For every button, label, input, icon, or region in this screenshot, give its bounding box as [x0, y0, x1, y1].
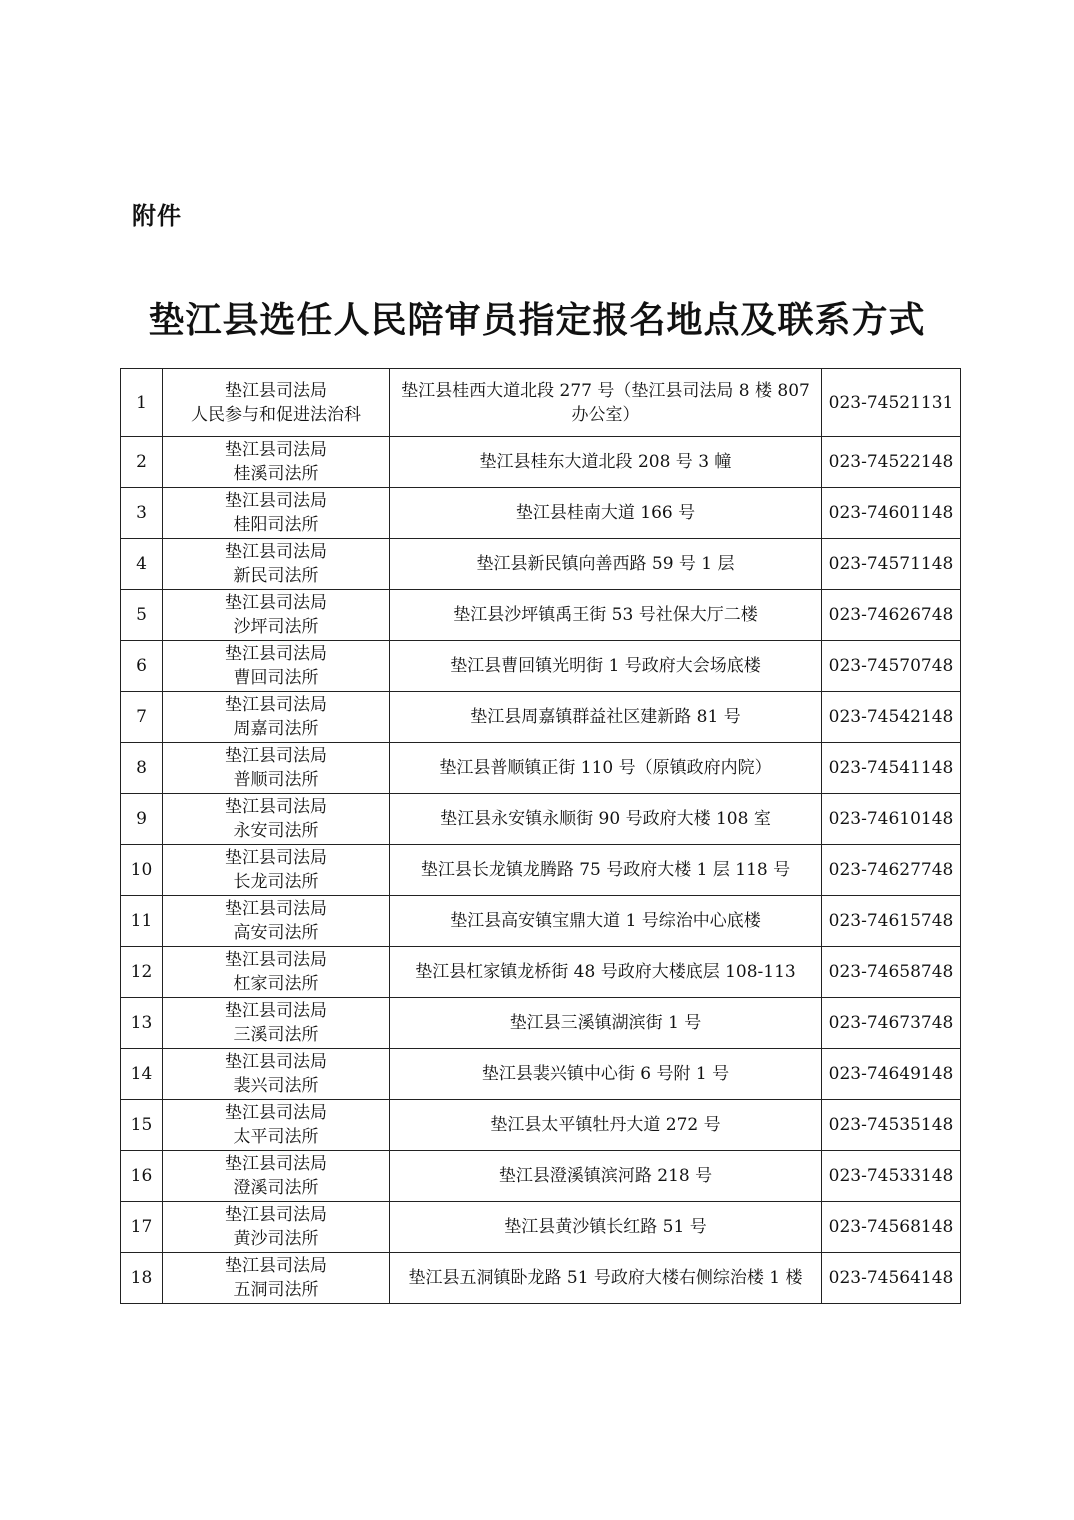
unit-office-name: 三溪司法所: [233, 1025, 319, 1045]
unit-office-name: 长龙司法所: [233, 872, 319, 892]
phone-cell: 023-74570748: [822, 641, 961, 692]
address-cell: 垫江县黄沙镇长红路 51 号: [390, 1202, 822, 1253]
row-number-cell: 3: [121, 488, 163, 539]
unit-office-name: 黄沙司法所: [233, 1229, 319, 1249]
unit-cell: [163, 1202, 390, 1253]
table-row: [121, 539, 961, 590]
address-cell: 垫江县永安镇永顺街 90 号政府大楼 108 室: [390, 794, 822, 845]
row-number-cell: 8: [121, 743, 163, 794]
row-number-cell: 14: [121, 1049, 163, 1100]
unit-bureau-name: 垫江县司法局: [225, 899, 327, 919]
phone-cell: 023-74533148: [822, 1151, 961, 1202]
table-row: [121, 437, 961, 488]
table-row: [121, 1151, 961, 1202]
unit-office-name: 高安司法所: [233, 923, 319, 943]
unit-bureau-name: 垫江县司法局: [225, 1154, 327, 1174]
unit-bureau-name: 垫江县司法局: [225, 593, 327, 613]
address-cell: 垫江县桂东大道北段 208 号 3 幢: [390, 437, 822, 488]
unit-cell: [163, 1100, 390, 1151]
phone-cell: 023-74522148: [822, 437, 961, 488]
unit-office-name: 曹回司法所: [233, 668, 319, 688]
row-number-cell: 17: [121, 1202, 163, 1253]
phone-cell: 023-74649148: [822, 1049, 961, 1100]
unit-office-name: 桂阳司法所: [233, 515, 319, 535]
row-number-cell: 12: [121, 947, 163, 998]
table-row: [121, 896, 961, 947]
row-number-cell: 9: [121, 794, 163, 845]
address-cell: 垫江县普顺镇正街 110 号（原镇政府内院）: [390, 743, 822, 794]
unit-cell: [163, 1151, 390, 1202]
phone-cell: 023-74658748: [822, 947, 961, 998]
table-row: [121, 743, 961, 794]
unit-cell: [163, 1253, 390, 1304]
phone-cell: 023-74564148: [822, 1253, 961, 1304]
phone-cell: 023-74535148: [822, 1100, 961, 1151]
unit-cell: [163, 743, 390, 794]
address-cell: 垫江县澄溪镇滨河路 218 号: [390, 1151, 822, 1202]
unit-bureau-name: 垫江县司法局: [225, 950, 327, 970]
unit-cell: [163, 845, 390, 896]
registration-locations-table: [120, 368, 961, 1304]
unit-cell: [163, 437, 390, 488]
document-title: 垫江县选任人民陪审员指定报名地点及联系方式: [148, 299, 926, 341]
unit-bureau-name: 垫江县司法局: [225, 542, 327, 562]
row-number-cell: 4: [121, 539, 163, 590]
phone-cell: 023-74601148: [822, 488, 961, 539]
unit-bureau-name: 垫江县司法局: [225, 695, 327, 715]
unit-office-name: 桂溪司法所: [233, 464, 319, 484]
phone-cell: 023-74610148: [822, 794, 961, 845]
address-cell: 垫江县曹回镇光明街 1 号政府大会场底楼: [390, 641, 822, 692]
address-cell: 垫江县杠家镇龙桥街 48 号政府大楼底层 108-113: [390, 947, 822, 998]
unit-cell: [163, 692, 390, 743]
table-row: [121, 1100, 961, 1151]
unit-bureau-name: 垫江县司法局: [225, 746, 327, 766]
unit-cell: [163, 590, 390, 641]
unit-bureau-name: 垫江县司法局: [225, 797, 327, 817]
unit-bureau-name: 垫江县司法局: [225, 1256, 327, 1276]
table-row: [121, 369, 961, 437]
table-row: [121, 1253, 961, 1304]
unit-office-name: 沙坪司法所: [233, 617, 319, 637]
unit-office-name: 太平司法所: [233, 1127, 319, 1147]
unit-bureau-name: 垫江县司法局: [225, 644, 327, 664]
row-number-cell: 16: [121, 1151, 163, 1202]
address-cell: 垫江县太平镇牡丹大道 272 号: [390, 1100, 822, 1151]
unit-cell: [163, 1049, 390, 1100]
unit-bureau-name: 垫江县司法局: [225, 440, 327, 460]
unit-office-name: 普顺司法所: [233, 770, 319, 790]
address-cell: 垫江县新民镇向善西路 59 号 1 层: [390, 539, 822, 590]
unit-office-name: 永安司法所: [233, 821, 319, 841]
attachment-label: 附件: [132, 202, 182, 230]
address-cell: 垫江县五洞镇卧龙路 51 号政府大楼右侧综治楼 1 楼: [390, 1253, 822, 1304]
address-cell: 垫江县桂西大道北段 277 号（垫江县司法局 8 楼 807 办公室）: [390, 369, 822, 437]
row-number-cell: 18: [121, 1253, 163, 1304]
phone-cell: 023-74521131: [822, 369, 961, 437]
unit-cell: [163, 998, 390, 1049]
phone-cell: 023-74571148: [822, 539, 961, 590]
unit-office-name: 人民参与和促进法治科: [191, 404, 361, 425]
row-number-cell: 15: [121, 1100, 163, 1151]
row-number-cell: 7: [121, 692, 163, 743]
table-row: [121, 845, 961, 896]
row-number-cell: 1: [121, 369, 163, 437]
table-row: [121, 947, 961, 998]
address-cell: 垫江县桂南大道 166 号: [390, 488, 822, 539]
row-number-cell: 5: [121, 590, 163, 641]
unit-office-name: 五洞司法所: [233, 1280, 319, 1300]
table-row: [121, 1049, 961, 1100]
unit-bureau-name: 垫江县司法局: [225, 848, 327, 868]
phone-cell: 023-74542148: [822, 692, 961, 743]
unit-bureau-name: 垫江县司法局: [225, 1103, 327, 1123]
phone-cell: 023-74541148: [822, 743, 961, 794]
unit-office-name: 杠家司法所: [233, 974, 319, 994]
unit-bureau-name: 垫江县司法局: [225, 491, 327, 511]
address-cell: 垫江县裴兴镇中心街 6 号附 1 号: [390, 1049, 822, 1100]
row-number-cell: 10: [121, 845, 163, 896]
table-row: [121, 998, 961, 1049]
unit-bureau-name: 垫江县司法局: [225, 1001, 327, 1021]
row-number-cell: 6: [121, 641, 163, 692]
unit-office-name: 新民司法所: [233, 566, 319, 586]
phone-cell: 023-74673748: [822, 998, 961, 1049]
unit-cell: [163, 896, 390, 947]
unit-cell: [163, 641, 390, 692]
row-number-cell: 13: [121, 998, 163, 1049]
table-row: [121, 488, 961, 539]
table-row: [121, 692, 961, 743]
address-cell: 垫江县三溪镇湖滨街 1 号: [390, 998, 822, 1049]
unit-office-name: 澄溪司法所: [233, 1178, 319, 1198]
unit-cell: [163, 539, 390, 590]
unit-bureau-name: 垫江县司法局: [225, 380, 327, 401]
unit-cell: [163, 947, 390, 998]
phone-cell: 023-74626748: [822, 590, 961, 641]
unit-bureau-name: 垫江县司法局: [225, 1205, 327, 1225]
phone-cell: 023-74568148: [822, 1202, 961, 1253]
unit-office-name: 裴兴司法所: [233, 1076, 319, 1096]
unit-cell: [163, 794, 390, 845]
row-number-cell: 11: [121, 896, 163, 947]
row-number-cell: 2: [121, 437, 163, 488]
unit-bureau-name: 垫江县司法局: [225, 1052, 327, 1072]
table-row: [121, 794, 961, 845]
unit-cell: [163, 369, 390, 437]
address-cell: 垫江县周嘉镇群益社区建新路 81 号: [390, 692, 822, 743]
table-row: [121, 1202, 961, 1253]
address-cell: 垫江县长龙镇龙腾路 75 号政府大楼 1 层 118 号: [390, 845, 822, 896]
phone-cell: 023-74627748: [822, 845, 961, 896]
table-row: [121, 590, 961, 641]
table-row: [121, 641, 961, 692]
table-body: [121, 369, 961, 1304]
unit-office-name: 周嘉司法所: [233, 719, 319, 739]
address-cell: 垫江县沙坪镇禹王街 53 号社保大厅二楼: [390, 590, 822, 641]
unit-cell: [163, 488, 390, 539]
address-cell: 垫江县高安镇宝鼎大道 1 号综治中心底楼: [390, 896, 822, 947]
phone-cell: 023-74615748: [822, 896, 961, 947]
